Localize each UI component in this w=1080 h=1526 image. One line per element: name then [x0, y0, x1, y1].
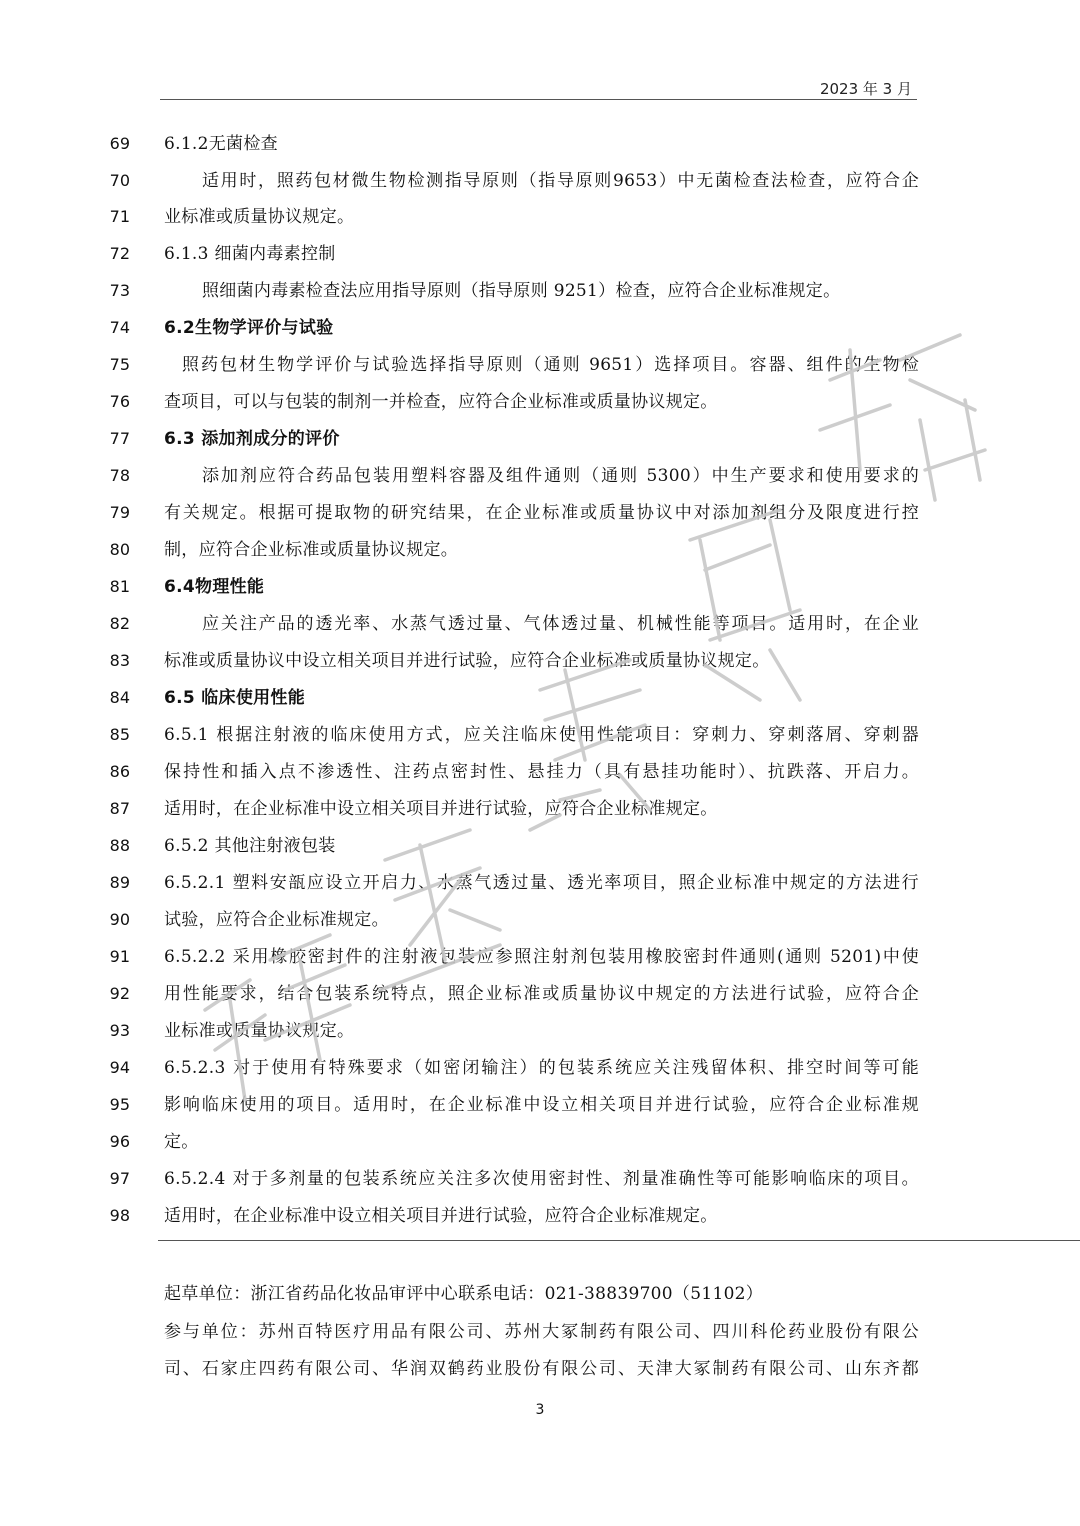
line-number: 85 [109, 725, 130, 744]
line-number: 79 [109, 503, 130, 522]
line-text: 6.5.1 根据注射液的临床使用方式，应关注临床使用性能项目：穿刺力、穿刺落屑、穿刺器 [164, 725, 919, 745]
line-text: 影响临床使用的项目。适用时，在企业标准中设立相关项目并进行试验，应符合企业标准规 [164, 1095, 919, 1115]
line-text: 适用时，在企业标准中设立相关项目并进行试验，应符合企业标准规定。 [164, 1206, 718, 1226]
header-rule [160, 99, 917, 100]
line-text: 保持性和插入点不渗透性、注药点密封性、悬挂力（具有悬挂功能时）、抗跌落、开启力。 [164, 762, 919, 782]
line-92 [0, 976, 1080, 1012]
line-number: 94 [109, 1058, 130, 1077]
line-number: 71 [109, 207, 130, 226]
line-text: 适用时，在企业标准中设立相关项目并进行试验，应符合企业标准规定。 [164, 799, 718, 819]
line-text: 业标准或质量协议规定。 [164, 1021, 355, 1041]
line-number: 91 [109, 947, 130, 966]
line-98 [0, 1198, 1080, 1234]
line-79 [0, 495, 1080, 531]
footnote-rule [158, 1240, 1080, 1241]
line-74 [0, 310, 1080, 346]
line-number: 97 [109, 1169, 130, 1188]
line-70 [0, 163, 1080, 199]
line-88 [0, 828, 1080, 864]
line-number: 70 [109, 171, 130, 190]
line-69 [0, 126, 1080, 162]
line-97 [0, 1161, 1080, 1197]
line-text: 有关规定。根据可提取物的研究结果，在企业标准或质量协议中对添加剂组分及限度进行控 [164, 503, 919, 523]
line-number: 69 [109, 134, 130, 153]
line-89 [0, 865, 1080, 901]
footnote-participants-line2: 司、石家庄四药有限公司、华润双鹤药业股份有限公司、天津大冢制药有限公司、山东齐都 [164, 1359, 919, 1379]
line-text: 用性能要求，结合包装系统特点，照企业标准或质量协议中规定的方法进行试验，应符合企 [164, 984, 919, 1004]
section-heading: 6.5 临床使用性能 [164, 688, 306, 708]
line-72 [0, 236, 1080, 272]
line-text: 6.5.2.2 采用橡胶密封件的注射液包装应参照注射剂包装用橡胶密封件通则(通则 5201)中使 [164, 947, 919, 967]
line-95 [0, 1087, 1080, 1123]
line-number: 74 [109, 318, 130, 337]
line-83 [0, 643, 1080, 679]
line-77 [0, 421, 1080, 457]
line-number: 82 [109, 614, 130, 633]
line-text: 6.1.2无菌检查 [164, 134, 278, 154]
footnote-drafter: 起草单位：浙江省药品化妆品审评中心联系电话：021-38839700（51102） [164, 1284, 764, 1304]
line-82 [0, 606, 1080, 642]
line-85 [0, 717, 1080, 753]
line-71 [0, 199, 1080, 235]
line-number: 95 [109, 1095, 130, 1114]
line-78 [0, 458, 1080, 494]
line-text: 查项目，可以与包装的制剂一并检查，应符合企业标准或质量协议规定。 [164, 392, 718, 412]
line-75 [0, 347, 1080, 383]
line-number: 76 [109, 392, 130, 411]
line-number: 89 [109, 873, 130, 892]
line-text: 6.5.2.3 对于使用有特殊要求（如密闭输注）的包装系统应关注残留体积、排空时间等可能 [164, 1058, 919, 1078]
line-text: 照药包材生物学评价与试验选择指导原则（通则 9651）选择项目。容器、组件的生物检 [182, 355, 919, 375]
header-date: 2023 年 3 月 [819, 80, 912, 98]
footnote-participants-line1: 参与单位：苏州百特医疗用品有限公司、苏州大冢制药有限公司、四川科伦药业股份有限公 [164, 1322, 919, 1342]
line-text: 6.1.3 细菌内毒素控制 [164, 244, 336, 264]
line-80 [0, 532, 1080, 568]
line-number: 84 [109, 688, 130, 707]
line-number: 83 [109, 651, 130, 670]
line-number: 98 [109, 1206, 130, 1225]
line-number: 73 [109, 281, 130, 300]
line-number: 87 [109, 799, 130, 818]
line-text: 6.5.2.1 塑料安瓿应设立开启力、水蒸气透过量、透光率项目，照企业标准中规定的方法进行 [164, 873, 919, 893]
line-94 [0, 1050, 1080, 1086]
line-number: 81 [109, 577, 130, 596]
line-text: 添加剂应符合药品包装用塑料容器及组件通则（通则 5300）中生产要求和使用要求的 [202, 466, 919, 486]
line-number: 80 [109, 540, 130, 559]
line-81 [0, 569, 1080, 605]
line-number: 72 [109, 244, 130, 263]
line-text: 试验，应符合企业标准规定。 [164, 910, 389, 930]
line-text: 适用时，照药包材微生物检测指导原则（指导原则9653）中无菌检查法检查，应符合企 [202, 171, 919, 191]
section-heading: 6.3 添加剂成分的评价 [164, 429, 340, 449]
line-text: 6.5.2.4 对于多剂量的包装系统应关注多次使用密封性、剂量准确性等可能影响临床的项目。 [164, 1169, 919, 1189]
line-number: 77 [109, 429, 130, 448]
line-number: 75 [109, 355, 130, 374]
line-87 [0, 791, 1080, 827]
line-text: 定。 [164, 1132, 199, 1152]
line-number: 96 [109, 1132, 130, 1151]
line-76 [0, 384, 1080, 420]
line-text: 业标准或质量协议规定。 [164, 207, 355, 227]
page-number: 3 [535, 1402, 545, 1418]
line-text: 标准或质量协议中设立相关项目并进行试验，应符合企业标准或质量协议规定。 [164, 651, 770, 671]
line-number: 90 [109, 910, 130, 929]
line-93 [0, 1013, 1080, 1049]
line-text: 照细菌内毒素检查法应用指导原则（指导原则 9251）检查，应符合企业标准规定。 [202, 281, 841, 301]
line-text: 6.5.2 其他注射液包装 [164, 836, 336, 856]
line-91 [0, 939, 1080, 975]
line-96 [0, 1124, 1080, 1160]
line-number: 93 [109, 1021, 130, 1040]
line-number: 92 [109, 984, 130, 1003]
section-heading: 6.2生物学评价与试验 [164, 318, 334, 338]
line-number: 86 [109, 762, 130, 781]
line-number: 78 [109, 466, 130, 485]
section-heading: 6.4物理性能 [164, 577, 265, 597]
line-text: 应关注产品的透光率、水蒸气透过量、气体透过量、机械性能等项目。适用时，在企业 [202, 614, 919, 634]
line-text: 制，应符合企业标准或质量协议规定。 [164, 540, 459, 560]
line-73 [0, 273, 1080, 309]
line-86 [0, 754, 1080, 790]
line-90 [0, 902, 1080, 938]
line-84 [0, 680, 1080, 716]
line-number: 88 [109, 836, 130, 855]
